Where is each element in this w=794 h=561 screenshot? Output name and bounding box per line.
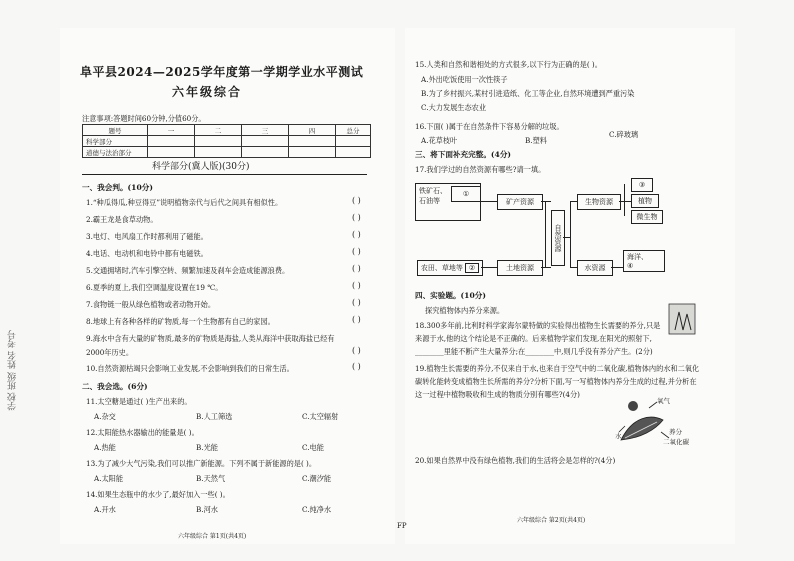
scan-mark: FP bbox=[397, 522, 407, 530]
answer-paren[interactable]: ( ) bbox=[352, 298, 361, 307]
q15-option-b[interactable]: B.为了乡村振兴,某村引进造纸、化工等企业,自然环境遭到严重污染 bbox=[421, 89, 635, 98]
microbe-box: 微生物 bbox=[631, 210, 663, 224]
section-2-heading: 二、我会选。(6分) bbox=[82, 382, 148, 391]
part-title: 科学部分(冀人版)(30分) bbox=[152, 162, 250, 172]
question-19-line-2: 碳转化能转变成植物生长所需的养分?分析下面,写一写植物体内养分生成的过程,并分析在 bbox=[415, 377, 697, 386]
bio-resources-box: 生物资源 bbox=[577, 194, 621, 210]
mineral-resources-box: 矿产资源 bbox=[497, 194, 543, 210]
ore-box-text-2: 石油等 bbox=[419, 197, 440, 205]
q14-option-c[interactable]: C.纯净水 bbox=[302, 505, 332, 514]
blank-1[interactable]: ① bbox=[451, 186, 481, 202]
connector bbox=[624, 184, 625, 216]
q12-option-b[interactable]: B.光能 bbox=[196, 443, 218, 452]
q13-option-b[interactable]: B.天然气 bbox=[196, 474, 226, 483]
blank-4[interactable]: ④ bbox=[627, 262, 634, 270]
blank-3[interactable]: ③ bbox=[631, 178, 653, 192]
table-row bbox=[83, 147, 371, 158]
water-example-text: 海洋、 bbox=[627, 253, 648, 261]
answer-paren[interactable]: ( ) bbox=[352, 346, 361, 355]
connector bbox=[541, 267, 551, 268]
exam-title: 阜平县2024—2025学年度第一学期学业水平测试 bbox=[80, 65, 364, 79]
answer-paren[interactable]: ( ) bbox=[352, 213, 361, 222]
answer-paren[interactable]: ( ) bbox=[352, 230, 361, 239]
judge-item-8: 8.地球上有各种各样的矿物质,每一个生物都有自己的家园。 bbox=[86, 317, 275, 326]
score-table-header bbox=[83, 125, 371, 136]
row-label: 道德与法治部分 bbox=[83, 147, 148, 158]
question-18-line-1: 18.300多年前,比利时科学家海尔蒙特做的实验得出植物生长需要的养分,只是 bbox=[415, 321, 661, 330]
exam-page-2 bbox=[405, 28, 735, 544]
judge-item-7: 7.食物链一般从绿色植物或者动物开始。 bbox=[86, 300, 216, 309]
q15-option-c[interactable]: C.大力发展生态农业 bbox=[421, 103, 487, 112]
answer-paren[interactable]: ( ) bbox=[352, 247, 361, 256]
question-11: 11.太空糖是通过( )生产出来的。 bbox=[86, 397, 192, 406]
table-row bbox=[83, 136, 371, 147]
plant-box: 植物 bbox=[631, 194, 659, 208]
q14-option-b[interactable]: B.河水 bbox=[196, 505, 218, 514]
question-20: 20.如果自然界中没有绿色植物,我们的生活将会是怎样的?(4分) bbox=[415, 456, 616, 465]
page-footer: 六年级综合 第2页(共4页) bbox=[517, 517, 586, 524]
header-cell: 题号 bbox=[83, 125, 148, 136]
answer-paren[interactable]: ( ) bbox=[352, 281, 361, 290]
question-12: 12.太阳能热水器输出的能量是( )。 bbox=[86, 428, 199, 437]
exam-subtitle: 六年级综合 bbox=[172, 85, 243, 99]
q11-option-b[interactable]: B.人工筛选 bbox=[196, 412, 233, 421]
question-15: 15.人类和自然和谐相处的方式很多,以下行为正确的是( )。 bbox=[415, 60, 602, 69]
experiment-title: 探究植物体内养分来源。 bbox=[425, 306, 505, 315]
water-label: 水 bbox=[615, 432, 622, 440]
row-label: 科学部分 bbox=[83, 136, 148, 147]
question-18-line-3: ________里能不断产生大量养分;在________中,则几乎没有养分产生。(2分) bbox=[415, 347, 653, 356]
land-example-text: 农田、草地等 bbox=[420, 264, 463, 272]
question-17: 17.我们学过的自然资源有哪些?请一填。 bbox=[415, 165, 546, 174]
judge-item-9: 9.海水中含有大量的矿物质,最多的矿物质是海盐,人类从海洋中获取海盐已经有 bbox=[86, 334, 335, 343]
judge-item-9-cont: 2000年历史。 bbox=[86, 348, 134, 357]
connector bbox=[619, 201, 631, 202]
answer-paren[interactable]: ( ) bbox=[352, 315, 361, 324]
q12-option-a[interactable]: A.热能 bbox=[94, 443, 116, 452]
land-example-box bbox=[417, 260, 483, 276]
page-footer: 六年级综合 第1页(共4页) bbox=[178, 533, 247, 540]
connector bbox=[611, 267, 623, 268]
connector bbox=[570, 201, 571, 267]
binding-margin-note: 学校 班级 姓名 考号 bbox=[8, 330, 18, 411]
q12-option-c[interactable]: C.电能 bbox=[302, 443, 324, 452]
section-3-heading: 三、将下面补充完整。(4分) bbox=[415, 150, 511, 159]
q13-option-a[interactable]: A.太阳能 bbox=[94, 474, 124, 483]
judge-item-2: 2.霸王龙是食草动物。 bbox=[86, 215, 158, 224]
water-example-box bbox=[623, 250, 665, 272]
q14-option-a[interactable]: A.开水 bbox=[94, 505, 116, 514]
judge-item-1: 1.“种瓜得瓜,种豆得豆”说明植物亲代与后代之间具有相似性。 bbox=[86, 198, 283, 207]
divider bbox=[82, 174, 367, 175]
q13-option-c[interactable]: C.潮汐能 bbox=[302, 474, 332, 483]
judge-item-6: 6.夏季的夏上,我们空调温度设置在19 ℃。 bbox=[86, 283, 223, 292]
judge-item-10: 10.自然资源枯竭只会影响工业发展,不会影响到我们的日常生活。 bbox=[86, 364, 294, 373]
oxygen-label: 氧气 bbox=[657, 397, 670, 405]
judge-item-4: 4.电话、电动机和电铃中都有电磁铁。 bbox=[86, 249, 208, 258]
question-18-line-2: 来源于水,他的这个结论是不正确的。后来植物学家们发现,在阳光的照射下, bbox=[415, 334, 652, 343]
section-1-heading: 一、我会判。(10分) bbox=[82, 183, 153, 192]
answer-paren[interactable]: ( ) bbox=[352, 362, 361, 371]
score-table bbox=[82, 124, 371, 158]
plant-pot-illustration bbox=[667, 302, 697, 336]
question-16: 16.下面( )属于在自然条件下容易分解的垃圾。 bbox=[415, 122, 564, 131]
blank-2[interactable]: ② bbox=[465, 263, 479, 273]
nutrient-label: 养分 bbox=[669, 428, 682, 436]
q11-option-c[interactable]: C.太空辐射 bbox=[302, 412, 339, 421]
header-cell: 二 bbox=[195, 125, 242, 136]
answer-paren[interactable]: ( ) bbox=[352, 264, 361, 273]
land-resources-box: 土地资源 bbox=[497, 260, 543, 276]
natural-resources-box: 自然资源 bbox=[551, 210, 565, 266]
q16-option-b[interactable]: B.塑料 bbox=[525, 136, 547, 145]
header-cell: 一 bbox=[148, 125, 195, 136]
judge-item-3: 3.电灯、电风扇工作时都利用了磁能。 bbox=[86, 232, 208, 241]
q11-option-a[interactable]: A.杂交 bbox=[94, 412, 116, 421]
exam-note: 注意事项:答题时间60分钟,分值60分。 bbox=[82, 114, 206, 123]
connector bbox=[545, 201, 546, 267]
question-14: 14.如果生态瓶中的水少了,最好加入一些( )。 bbox=[86, 490, 230, 499]
q16-option-a[interactable]: A.花草枝叶 bbox=[421, 136, 458, 145]
header-cell: 三 bbox=[242, 125, 289, 136]
question-19-line-1: 19.植物生长需要的养分,不仅来自于水,也来自于空气中的二氧化碳,植物体内的水和二氧化 bbox=[415, 364, 700, 373]
answer-paren[interactable]: ( ) bbox=[352, 196, 361, 205]
header-cell: 总分 bbox=[336, 125, 371, 136]
connector bbox=[481, 201, 497, 202]
connector bbox=[570, 201, 577, 202]
connector bbox=[541, 201, 551, 202]
co2-label: 二氧化碳 bbox=[663, 438, 689, 446]
q16-option-c[interactable]: C.碎玻璃 bbox=[609, 130, 639, 139]
section-4-heading: 四、实验题。(10分) bbox=[415, 291, 486, 300]
judge-item-5: 5.交通拥堵时,汽车引擎空转、频繁加速及刹车会造成能源浪费。 bbox=[86, 266, 290, 275]
connector bbox=[570, 267, 577, 268]
question-13: 13.为了减少大气污染,我们可以推广新能源。下列不属于新能源的是( )。 bbox=[86, 459, 317, 468]
water-resources-box: 水资源 bbox=[577, 260, 613, 276]
q15-option-a[interactable]: A.外出吃饭使用一次性筷子 bbox=[421, 75, 508, 84]
question-19-line-3: 这一过程中植物吸收和生成的物质分别有哪些?(4分) bbox=[415, 390, 580, 399]
exam-page-1 bbox=[60, 28, 395, 544]
ore-box-text: 铁矿石、 bbox=[419, 187, 447, 195]
connector bbox=[481, 267, 497, 268]
header-cell: 四 bbox=[289, 125, 336, 136]
